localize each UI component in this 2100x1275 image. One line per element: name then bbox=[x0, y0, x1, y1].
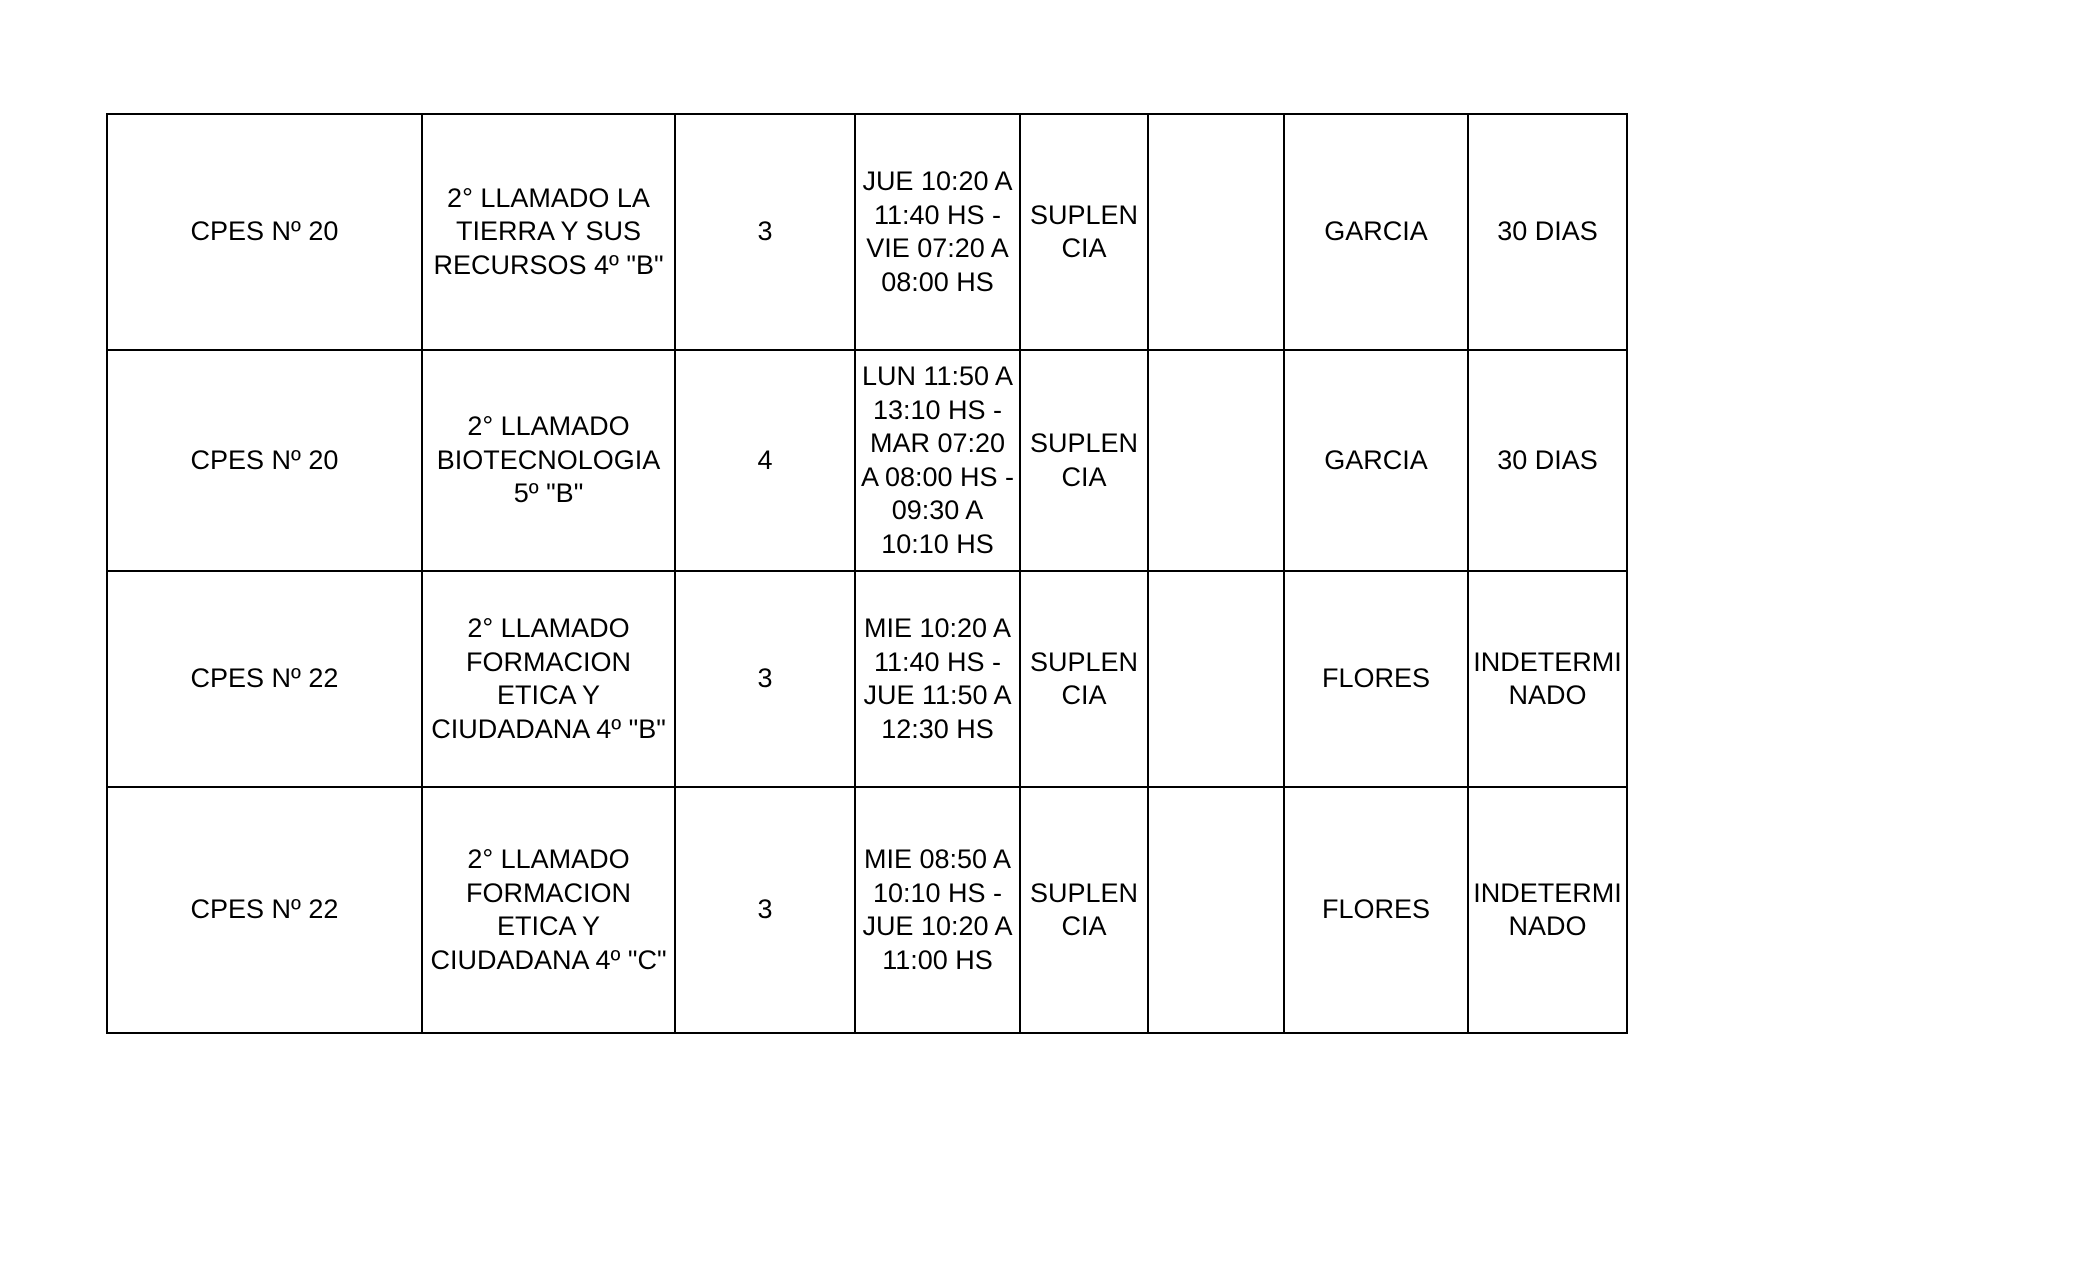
schedule-cell: MIE 08:50 A 10:10 HS - JUE 10:20 A 11:00 HS bbox=[855, 787, 1020, 1033]
type-cell: SUPLEN CIA bbox=[1020, 350, 1148, 571]
type-cell: SUPLEN CIA bbox=[1020, 114, 1148, 350]
subject-cell: 2° LLAMADO FORMACION ETICA Y CIUDADANA 4º "B" bbox=[422, 571, 675, 787]
hours-cell: 3 bbox=[675, 114, 855, 350]
subject-cell: 2° LLAMADO BIOTECNOLOGIA 5º "B" bbox=[422, 350, 675, 571]
table-row bbox=[107, 114, 1627, 350]
empty-cell bbox=[1148, 114, 1284, 350]
table-row bbox=[107, 571, 1627, 787]
name-cell: FLORES bbox=[1284, 571, 1468, 787]
name-cell: GARCIA bbox=[1284, 114, 1468, 350]
schedule-cell: JUE 10:20 A 11:40 HS - VIE 07:20 A 08:00 HS bbox=[855, 114, 1020, 350]
type-cell: SUPLEN CIA bbox=[1020, 787, 1148, 1033]
table-row bbox=[107, 350, 1627, 571]
name-cell: GARCIA bbox=[1284, 350, 1468, 571]
school-cell: CPES Nº 20 bbox=[107, 350, 422, 571]
duration-cell: INDETERMI NADO bbox=[1468, 787, 1627, 1033]
vacancies-table bbox=[106, 113, 1628, 1034]
hours-cell: 3 bbox=[675, 787, 855, 1033]
schedule-cell: MIE 10:20 A 11:40 HS - JUE 11:50 A 12:30 HS bbox=[855, 571, 1020, 787]
school-cell: CPES Nº 22 bbox=[107, 571, 422, 787]
subject-cell: 2° LLAMADO LA TIERRA Y SUS RECURSOS 4º "B" bbox=[422, 114, 675, 350]
table-row bbox=[107, 787, 1627, 1033]
hours-cell: 3 bbox=[675, 571, 855, 787]
schedule-cell: LUN 11:50 A 13:10 HS - MAR 07:20 A 08:00 HS - 09:30 A 10:10 HS bbox=[855, 350, 1020, 571]
school-cell: CPES Nº 20 bbox=[107, 114, 422, 350]
duration-cell: 30 DIAS bbox=[1468, 350, 1627, 571]
type-cell: SUPLEN CIA bbox=[1020, 571, 1148, 787]
duration-cell: INDETERMI NADO bbox=[1468, 571, 1627, 787]
duration-cell: 30 DIAS bbox=[1468, 114, 1627, 350]
school-cell: CPES Nº 22 bbox=[107, 787, 422, 1033]
empty-cell bbox=[1148, 787, 1284, 1033]
empty-cell bbox=[1148, 350, 1284, 571]
subject-cell: 2° LLAMADO FORMACION ETICA Y CIUDADANA 4º "C" bbox=[422, 787, 675, 1033]
name-cell: FLORES bbox=[1284, 787, 1468, 1033]
hours-cell: 4 bbox=[675, 350, 855, 571]
empty-cell bbox=[1148, 571, 1284, 787]
